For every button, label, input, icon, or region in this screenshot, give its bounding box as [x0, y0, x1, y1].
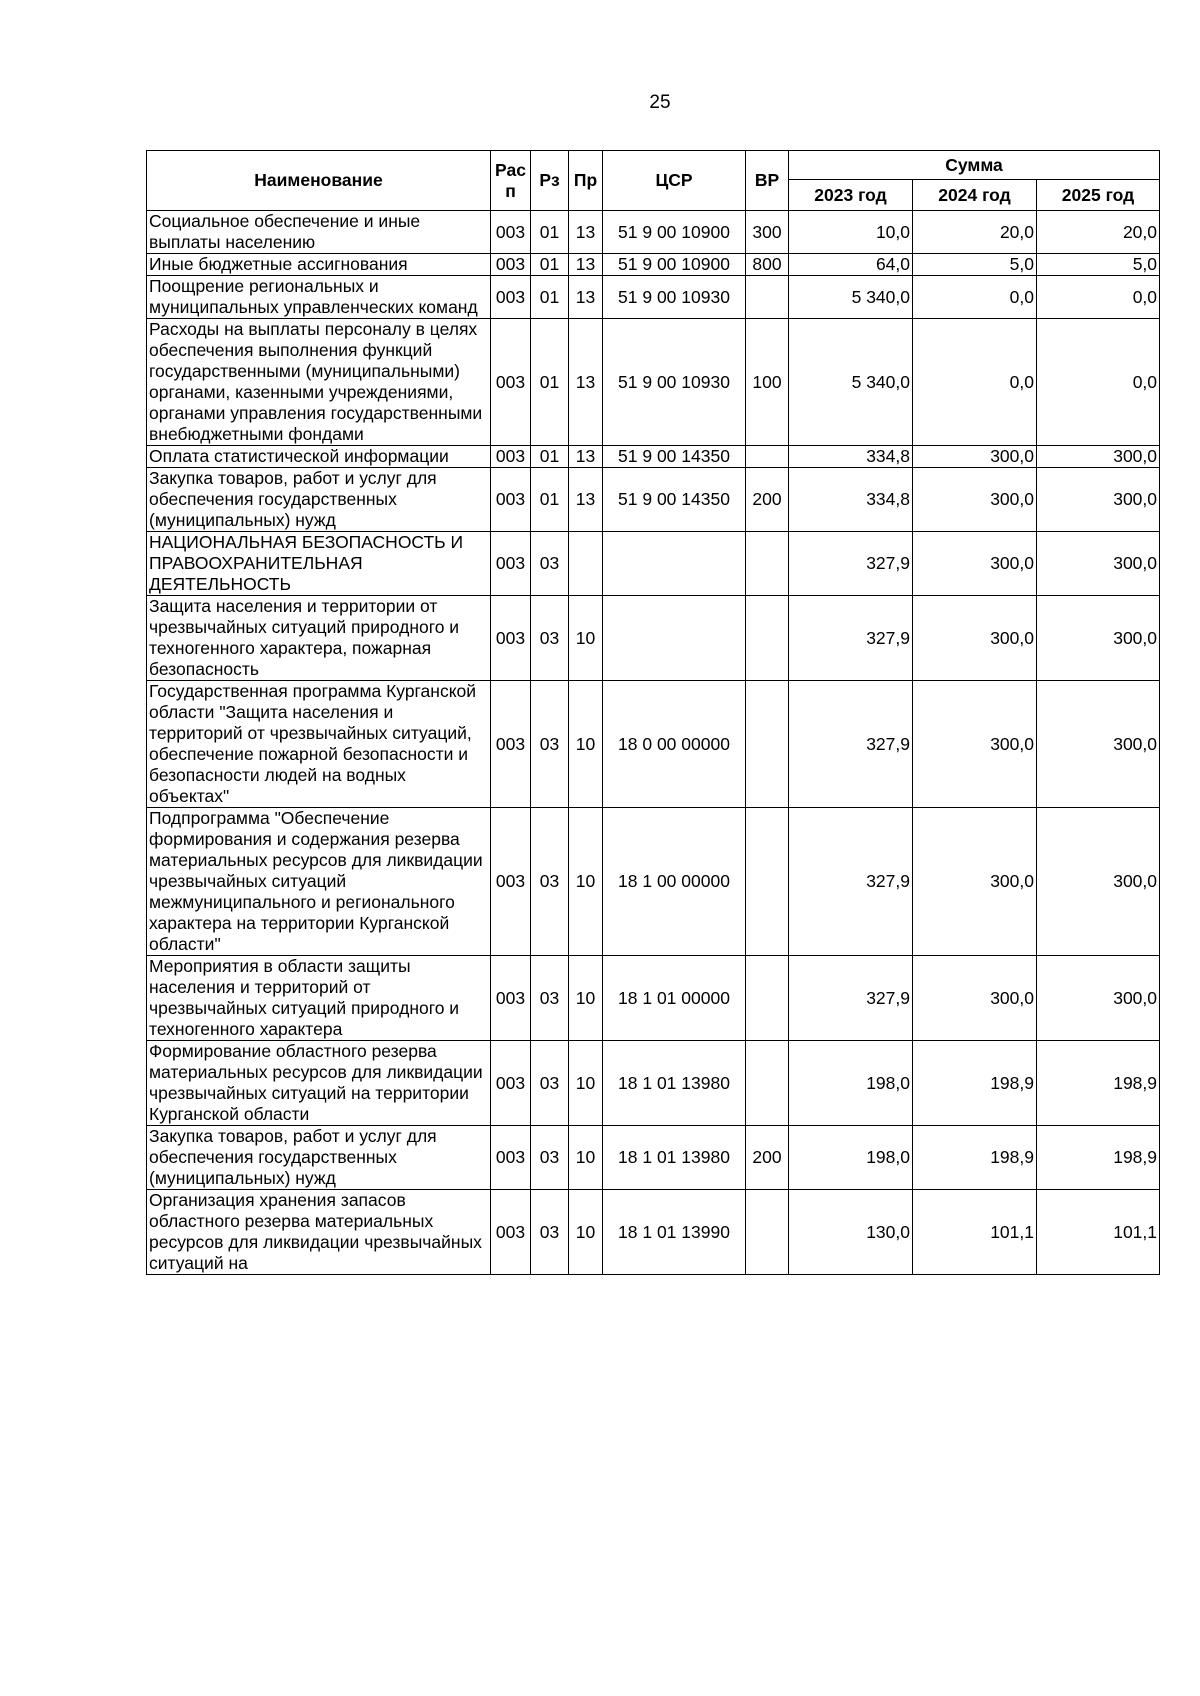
row-name: Расходы на выплаты персоналу в целях обеспечения выполнения функций государственными (муниципальными) органами, казенными учреждениями, органами управления государственными внебюджетными фондами — [147, 319, 491, 446]
row-sum-2023: 327,9 — [789, 956, 913, 1041]
row-vr — [746, 596, 789, 681]
row-sum-2024: 300,0 — [913, 446, 1037, 468]
row-pr: 10 — [569, 1041, 603, 1126]
row-sum-2024: 0,0 — [913, 276, 1037, 319]
row-rasp: 003 — [491, 1041, 531, 1126]
row-rasp: 003 — [491, 446, 531, 468]
table-row — [147, 211, 1160, 254]
row-rz: 01 — [531, 211, 569, 254]
row-vr: 300 — [746, 211, 789, 254]
page-number: 25 — [649, 92, 671, 113]
row-sum-2023: 5 340,0 — [789, 276, 913, 319]
row-csr: 51 9 00 10900 — [603, 254, 746, 276]
row-sum-2025: 300,0 — [1037, 532, 1160, 596]
row-sum-2025: 198,9 — [1037, 1126, 1160, 1190]
row-sum-2024: 300,0 — [913, 596, 1037, 681]
row-pr: 10 — [569, 1126, 603, 1190]
row-name: Организация хранения запасов областного резерва материальных ресурсов для ликвидации чрезвычайных ситуаций на — [147, 1190, 491, 1275]
table-row — [147, 276, 1160, 319]
header-year-2025: 2025 год — [1037, 180, 1160, 211]
table-body — [147, 211, 1160, 1275]
row-sum-2023: 327,9 — [789, 808, 913, 956]
row-sum-2023: 327,9 — [789, 681, 913, 808]
row-sum-2025: 0,0 — [1037, 276, 1160, 319]
header-vr: ВР — [746, 151, 789, 211]
row-sum-2025: 300,0 — [1037, 681, 1160, 808]
row-sum-2025: 20,0 — [1037, 211, 1160, 254]
row-sum-2024: 300,0 — [913, 956, 1037, 1041]
header-rz: Рз — [531, 151, 569, 211]
table-row — [147, 319, 1160, 446]
row-name: Мероприятия в области защиты населения и территорий от чрезвычайных ситуаций природного и техногенного характера — [147, 956, 491, 1041]
row-csr: 51 9 00 14350 — [603, 468, 746, 532]
row-rasp: 003 — [491, 211, 531, 254]
row-name: Иные бюджетные ассигнования — [147, 254, 491, 276]
row-rasp: 003 — [491, 254, 531, 276]
row-name: Формирование областного резерва материальных ресурсов для ликвидации чрезвычайных ситуаций на территории Курганской области — [147, 1041, 491, 1126]
row-rz: 03 — [531, 1126, 569, 1190]
row-name: НАЦИОНАЛЬНАЯ БЕЗОПАСНОСТЬ И ПРАВООХРАНИТЕЛЬНАЯ ДЕЯТЕЛЬНОСТЬ — [147, 532, 491, 596]
table-row — [147, 446, 1160, 468]
row-sum-2023: 327,9 — [789, 532, 913, 596]
row-vr — [746, 681, 789, 808]
table-row — [147, 1126, 1160, 1190]
row-sum-2024: 5,0 — [913, 254, 1037, 276]
row-pr: 10 — [569, 1190, 603, 1275]
row-sum-2024: 300,0 — [913, 532, 1037, 596]
row-pr: 10 — [569, 808, 603, 956]
row-rz: 03 — [531, 1190, 569, 1275]
row-sum-2024: 198,9 — [913, 1041, 1037, 1126]
row-sum-2025: 300,0 — [1037, 808, 1160, 956]
table-row — [147, 956, 1160, 1041]
row-rasp: 003 — [491, 1190, 531, 1275]
row-csr: 18 0 00 00000 — [603, 681, 746, 808]
row-sum-2024: 300,0 — [913, 808, 1037, 956]
row-sum-2025: 300,0 — [1037, 468, 1160, 532]
row-pr: 10 — [569, 596, 603, 681]
table-row — [147, 681, 1160, 808]
row-sum-2023: 5 340,0 — [789, 319, 913, 446]
row-sum-2025: 300,0 — [1037, 446, 1160, 468]
row-rz: 03 — [531, 681, 569, 808]
row-csr: 18 1 00 00000 — [603, 808, 746, 956]
row-rz: 01 — [531, 446, 569, 468]
row-name: Защита населения и территории от чрезвычайных ситуаций природного и техногенного характера, пожарная безопасность — [147, 596, 491, 681]
header-year-2024: 2024 год — [913, 180, 1037, 211]
row-name: Оплата статистической информации — [147, 446, 491, 468]
row-sum-2025: 101,1 — [1037, 1190, 1160, 1275]
header-pr: Пр — [569, 151, 603, 211]
row-rasp: 003 — [491, 956, 531, 1041]
row-vr — [746, 1041, 789, 1126]
row-rz: 01 — [531, 276, 569, 319]
row-csr: 18 1 01 13980 — [603, 1041, 746, 1126]
row-rz: 03 — [531, 1041, 569, 1126]
table-row — [147, 1041, 1160, 1126]
row-pr: 13 — [569, 468, 603, 532]
row-rasp: 003 — [491, 596, 531, 681]
row-csr: 51 9 00 10900 — [603, 211, 746, 254]
row-sum-2024: 20,0 — [913, 211, 1037, 254]
row-sum-2023: 327,9 — [789, 596, 913, 681]
row-rz: 03 — [531, 532, 569, 596]
row-csr — [603, 532, 746, 596]
table-row — [147, 532, 1160, 596]
row-sum-2024: 300,0 — [913, 468, 1037, 532]
row-sum-2025: 300,0 — [1037, 596, 1160, 681]
row-sum-2023: 334,8 — [789, 446, 913, 468]
row-csr: 18 1 01 13980 — [603, 1126, 746, 1190]
row-rasp: 003 — [491, 808, 531, 956]
row-csr: 18 1 01 00000 — [603, 956, 746, 1041]
row-pr: 13 — [569, 211, 603, 254]
table-row — [147, 1190, 1160, 1275]
row-rz: 03 — [531, 808, 569, 956]
row-rasp: 003 — [491, 276, 531, 319]
row-sum-2024: 300,0 — [913, 681, 1037, 808]
header-sum: Сумма — [789, 151, 1160, 180]
row-sum-2024: 198,9 — [913, 1126, 1037, 1190]
table-row — [147, 596, 1160, 681]
header-row-top — [147, 151, 1160, 180]
row-sum-2023: 334,8 — [789, 468, 913, 532]
row-sum-2025: 0,0 — [1037, 319, 1160, 446]
row-sum-2025: 5,0 — [1037, 254, 1160, 276]
row-pr: 10 — [569, 956, 603, 1041]
row-rz: 03 — [531, 956, 569, 1041]
row-sum-2023: 130,0 — [789, 1190, 913, 1275]
row-rasp: 003 — [491, 681, 531, 808]
row-vr — [746, 276, 789, 319]
row-sum-2023: 10,0 — [789, 211, 913, 254]
row-rz: 03 — [531, 596, 569, 681]
row-vr: 200 — [746, 468, 789, 532]
row-rasp: 003 — [491, 1126, 531, 1190]
budget-table — [146, 150, 1160, 1275]
row-sum-2024: 0,0 — [913, 319, 1037, 446]
header-csr: ЦСР — [603, 151, 746, 211]
row-pr: 13 — [569, 446, 603, 468]
row-pr — [569, 532, 603, 596]
row-csr: 51 9 00 14350 — [603, 446, 746, 468]
table-row — [147, 254, 1160, 276]
row-sum-2024: 101,1 — [913, 1190, 1037, 1275]
row-csr: 51 9 00 10930 — [603, 276, 746, 319]
row-rasp: 003 — [491, 468, 531, 532]
row-pr: 13 — [569, 276, 603, 319]
row-name: Поощрение региональных и муниципальных управленческих команд — [147, 276, 491, 319]
table-row — [147, 808, 1160, 956]
row-sum-2023: 198,0 — [789, 1126, 913, 1190]
header-year-2023: 2023 год — [789, 180, 913, 211]
row-name: Государственная программа Курганской области "Защита населения и территорий от чрезвычайных ситуаций, обеспечение пожарной безопасности и безопасности людей на водных объектах" — [147, 681, 491, 808]
row-sum-2025: 198,9 — [1037, 1041, 1160, 1126]
row-pr: 13 — [569, 319, 603, 446]
row-sum-2025: 300,0 — [1037, 956, 1160, 1041]
row-csr — [603, 596, 746, 681]
row-vr: 100 — [746, 319, 789, 446]
row-rz: 01 — [531, 254, 569, 276]
row-pr: 13 — [569, 254, 603, 276]
row-name: Социальное обеспечение и иные выплаты населению — [147, 211, 491, 254]
row-pr: 10 — [569, 681, 603, 808]
row-vr — [746, 956, 789, 1041]
row-rasp: 003 — [491, 532, 531, 596]
row-csr: 18 1 01 13990 — [603, 1190, 746, 1275]
row-vr — [746, 808, 789, 956]
row-rz: 01 — [531, 468, 569, 532]
row-sum-2023: 198,0 — [789, 1041, 913, 1126]
row-vr — [746, 446, 789, 468]
row-name: Подпрограмма "Обеспечение формирования и содержания резерва материальных ресурсов для ликвидации чрезвычайных ситуаций межмуниципального и регионального характера на территории Курганской области" — [147, 808, 491, 956]
row-sum-2023: 64,0 — [789, 254, 913, 276]
row-rasp: 003 — [491, 319, 531, 446]
row-vr: 200 — [746, 1126, 789, 1190]
header-name: Наименование — [147, 151, 491, 211]
row-vr — [746, 1190, 789, 1275]
table-row — [147, 468, 1160, 532]
row-csr: 51 9 00 10930 — [603, 319, 746, 446]
row-vr — [746, 532, 789, 596]
row-name: Закупка товаров, работ и услуг для обеспечения государственных (муниципальных) нужд — [147, 468, 491, 532]
row-name: Закупка товаров, работ и услуг для обеспечения государственных (муниципальных) нужд — [147, 1126, 491, 1190]
row-rz: 01 — [531, 319, 569, 446]
row-vr: 800 — [746, 254, 789, 276]
header-rasp: Рас п — [491, 151, 531, 211]
